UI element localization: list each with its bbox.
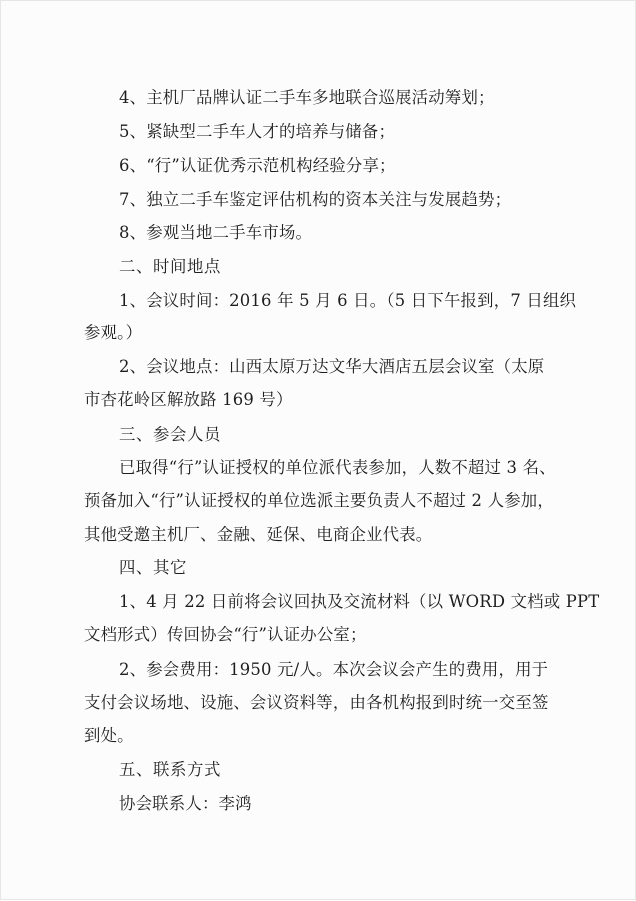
other-item-2-line-2: 支付会议场地、设施、会议资料等，由各机构报到时统一交至签 (84, 693, 549, 712)
meeting-place-line-2: 市杏花岭区解放路 169 号） (84, 390, 293, 409)
meeting-time-line-2: 参观。） (84, 323, 143, 342)
agenda-item-5: 5、紧缺型二手车人才的培养与储备； (119, 122, 396, 141)
attendees-line-2: 预备加入“行”认证授权的单位选派主要负责人不超过 2 人参加， (84, 491, 554, 510)
other-item-2-line-3: 到处。 (84, 726, 134, 745)
agenda-item-8: 8、参观当地二手车市场。 (119, 223, 313, 242)
section-heading-time-place: 二、时间地点 (119, 257, 221, 276)
section-heading-other: 四、其它 (119, 558, 187, 577)
document-body (1, 1, 636, 901)
section-heading-contact: 五、联系方式 (119, 760, 221, 779)
attendees-line-1: 已取得“行”认证授权的单位派代表参加，人数不超过 3 名、 (119, 458, 556, 477)
attendees-line-3: 其他受邀主机厂、金融、延保、电商企业代表。 (84, 525, 433, 544)
agenda-item-7: 7、独立二手车鉴定评估机构的资本关注与发展趋势； (119, 190, 512, 209)
meeting-time-line-1: 1、会议时间：2016 年 5 月 6 日。（5 日下午报到，7 日组织 (119, 291, 577, 310)
other-item-2-line-1: 2、参会费用：1950 元/人。本次会议会产生的费用，用于 (119, 660, 549, 679)
agenda-item-4: 4、主机厂品牌认证二手车多地联合巡展活动筹划； (119, 88, 495, 107)
other-item-1-line-2: 文档形式）传回协会“行”认证办公室； (84, 625, 367, 644)
other-item-1-line-1: 1、4 月 22 日前将会议回执及交流材料（以 WORD 文档或 PPT (119, 592, 600, 611)
contact-person: 协会联系人：李鸿 (119, 794, 252, 813)
meeting-place-line-1: 2、会议地点：山西太原万达文华大酒店五层会议室（太原 (119, 357, 545, 376)
section-heading-attendees: 三、参会人员 (119, 425, 221, 444)
agenda-item-6: 6、“行”认证优秀示范机构经验分享； (119, 156, 396, 175)
